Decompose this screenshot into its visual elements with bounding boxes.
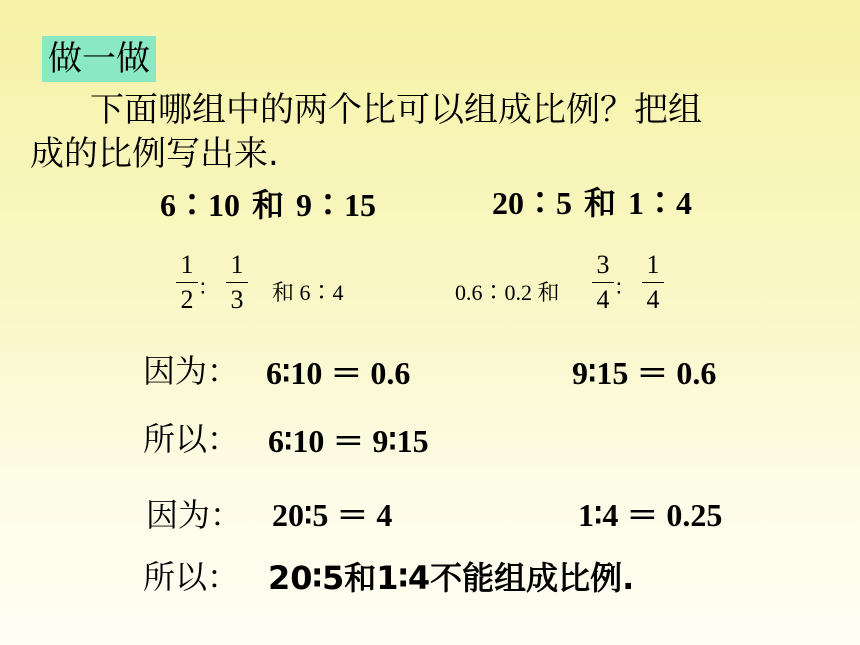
denominator: 4	[596, 285, 610, 314]
section-badge: 做一做	[42, 36, 156, 82]
pair-1: 6∶10 和 9∶15	[160, 187, 377, 223]
solution-line-2: 6∶10 ＝ 9∶15	[268, 423, 429, 459]
pair-2: 20∶5 和 1∶4	[492, 185, 693, 221]
fraction-bar	[592, 282, 614, 283]
solution-line-3a: 20∶5 ＝ 4	[272, 497, 393, 533]
numerator: 1	[646, 250, 660, 279]
pair-3-tail: 和 6∶4	[272, 280, 344, 305]
pair-3-fraction-2	[226, 250, 248, 315]
pair-4-fraction-2	[642, 250, 664, 315]
solution-line-3b: 1∶4 ＝ 0.25	[578, 497, 723, 533]
pair-4-colon: ∶	[616, 276, 622, 301]
denominator: 3	[230, 285, 244, 314]
numerator: 3	[596, 250, 610, 279]
fraction-bar	[226, 282, 248, 283]
intro-line-1: 下面哪组中的两个比可以组成比例？把组	[90, 90, 702, 130]
numerator: 1	[230, 250, 244, 279]
intro-line-2: 成的比例写出来.	[30, 134, 279, 174]
pair-4-fraction-1	[592, 250, 614, 315]
solution-line-1b: 9∶15 ＝ 0.6	[572, 355, 717, 391]
fraction-bar	[176, 282, 198, 283]
solution-line-1a: 6∶10 ＝ 0.6	[266, 355, 411, 391]
therefore-label-1: 所以：	[143, 420, 240, 458]
therefore-label-2: 所以：	[143, 558, 240, 596]
denominator: 4	[646, 285, 660, 314]
pair-3-fraction-1	[176, 250, 198, 315]
fraction-bar	[642, 282, 664, 283]
pair-4-head: 0.6∶0.2 和	[455, 280, 560, 305]
solution-line-4: 20∶5和1∶4不能组成比例.	[268, 559, 635, 597]
denominator: 2	[180, 285, 194, 314]
because-label-2: 因为：	[146, 496, 243, 534]
numerator: 1	[180, 250, 194, 279]
pair-3-colon: ∶	[200, 276, 206, 301]
because-label-1: 因为：	[143, 352, 240, 390]
